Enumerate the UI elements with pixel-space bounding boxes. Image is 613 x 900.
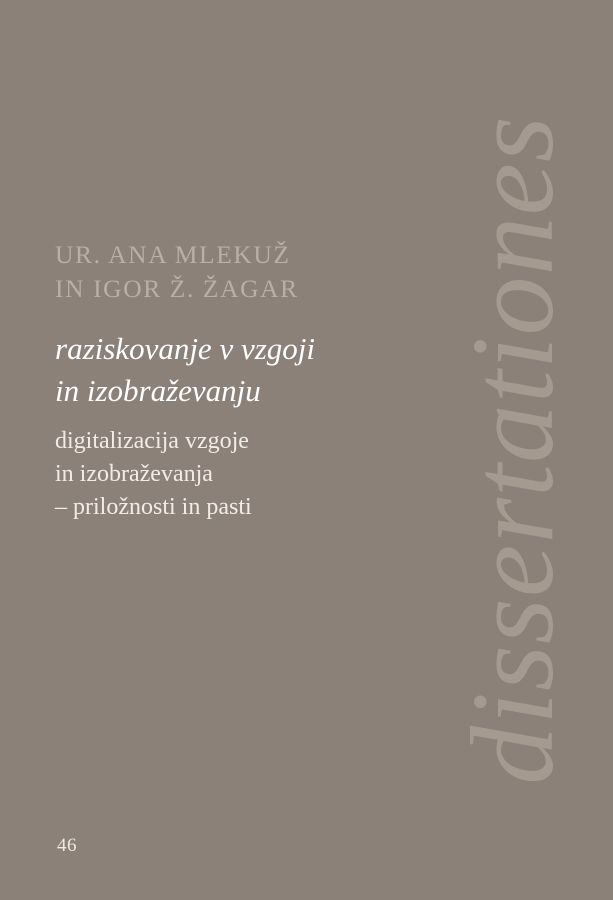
book-subtitle-line-3: – priložnosti in pasti xyxy=(55,494,252,521)
book-subtitle-line-2: in izobraževanja xyxy=(55,461,213,488)
series-number: 46 xyxy=(57,835,77,856)
book-title-line-1: raziskovanje v vzgoji xyxy=(55,331,316,366)
book-subtitle xyxy=(55,425,455,524)
book-title-line-2: in izobraževanju xyxy=(55,372,261,408)
editors-line-2: IN IGOR Ž. ŽAGAR xyxy=(55,273,299,303)
editors-line-1: UR. ANA MLEKUŽ xyxy=(55,240,291,269)
series-title: dissertationes xyxy=(447,115,578,785)
book-title xyxy=(55,328,445,412)
book-subtitle-line-1: digitalizacija vzgoje xyxy=(55,428,249,454)
editors-block xyxy=(55,238,395,306)
